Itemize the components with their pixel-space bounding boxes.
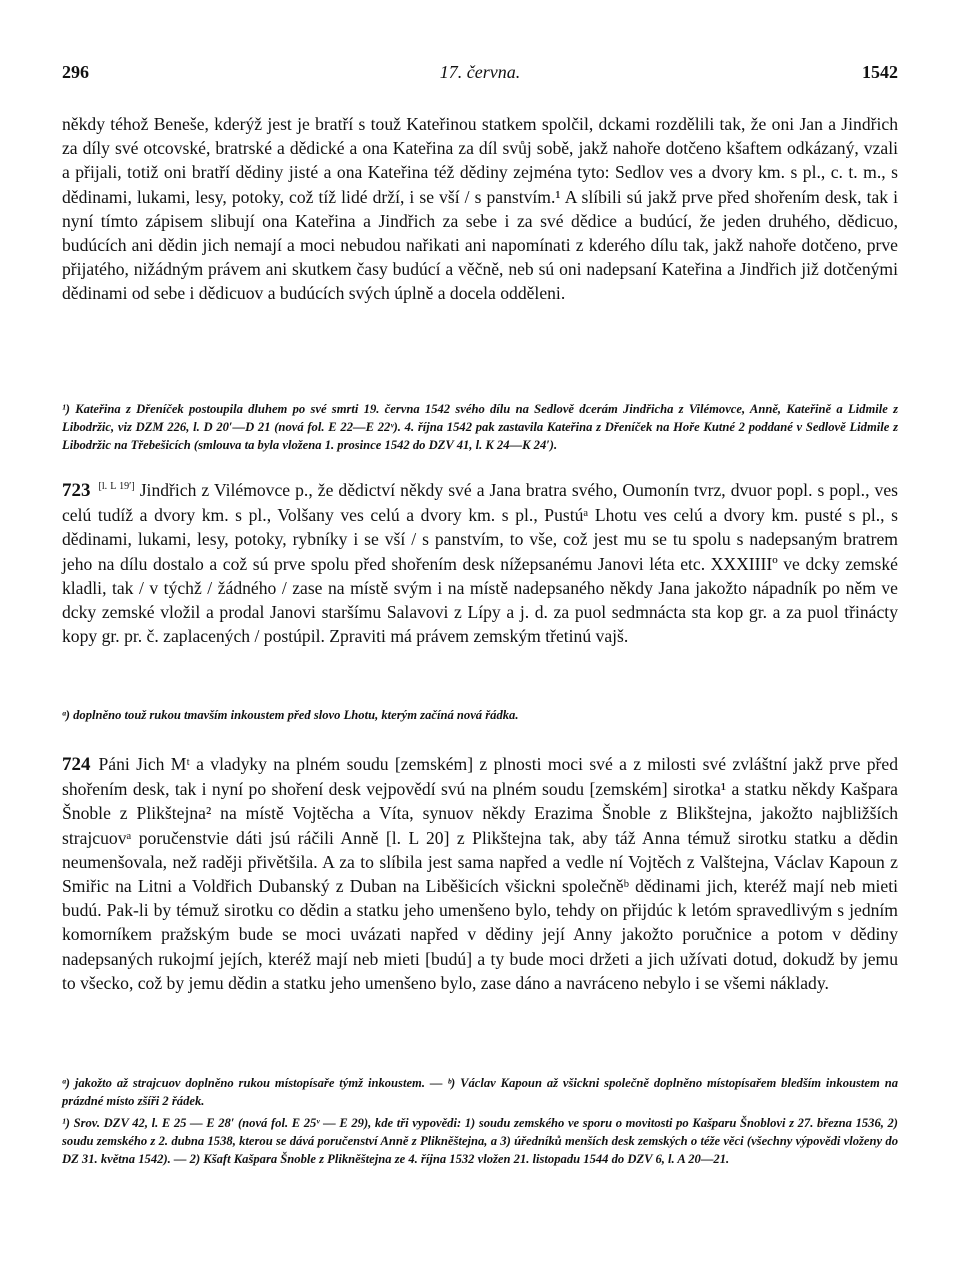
page-number: 296 [62,62,89,82]
entry-text: Páni Jich Mᵗ a vladyky na plném soudu [zemském] z plnosti moci své a z milosti své zvláštní jakž prve před shořením desk, tak i nyní po shoření desk vejpovědí svú na plném soudu [zemském] sirotka¹ a statku někdy Kašpara Šnoble z Plikštejna² na místě Vojtěcha a Víta, synuov někdy Erazima Šnoble z Blikštejna, jakožto najbližších strajcuovᵃ poručenstvie dáti jsú ráčili Anně [l. L 20] z Plikštejna tak, aby táž Anna témuž sirotku statku a dědin neumenšovala, než raději přivětšila. A za to slíbila jest sama napřed a vedle ní Vojtěch z Valštejna, Václav Kapoun z Smiřic na Litni a Voldřich Dubanský z Duban na Liběšicích všickni společněᵇ dědinami jich, kteréž mají neb mieti budú. Pak-li by témuž sirotku co dědin a statku jeho umenšeno bylo, tehdy on přijdúc k letóm spravedlivým s jedním komorníkem pražským bude se moci uvázati napřed v dědiny její Anny jakožto poručnice a potom v dědiny nadepsaných rukojmí jejích, kteréž mají neb mieti [budú] a ty bude moci držeti a jich užívati dotud, dokudž by jemu to všecko, což by jemu dědin a statku jeho umenšeno bylo, zase dáno a navráceno nebylo i se všemi náklady. [62,754,898,993]
page-header [62,62,898,88]
footnote-723-text: ᵃ) doplněno touž rukou tmavším inkoustem před slovo Lhotu, kterým začíná nová řádka. [62,708,519,722]
footnote-1-text: ¹) Kateřina z Dřeníček postoupila dluhem po své smrti 19. června 1542 svého dílu na Sedlově dcerám Jindřicha z Vilémovce, Anně, Kateřině a Lidmile z Libodržic, viz DZM 226, l. D 20′—D 21 (nová fol. E 22—E 22ᵛ). 4. října 1542 pak zastavila Kateřina z Dřeníček na Hoře Kutné 2 poddané v Sedlově Lidmile z Libodržic na Třebešicích (smlouva ta byla vložena 1. prosince 1542 do DZV 41, l. K 24—K 24′). [62,402,898,453]
footnote-724-letters-text: ᵃ) jakožto až strajcuov doplněno rukou místopísaře týmž inkoustem. — ᵇ) Václav Kapoun až všickni společně doplněno místopísařem bledším inkoustem na prázdné místo zšíři 2 řádek. [62,1076,898,1109]
intro-text: někdy téhož Beneše, kderýž jest je bratří s touž Kateřinou statkem spolčil, dckami rozdělili tak, že oni Jan a Jindřich za díly své otcovské, bratrské a dědické a ona Kateřina za díl svůj sobě, jakž nahoře dotčeno kšaftem odkázaný, vzali a přijali, totiž oni bratří dědiny jisté a ona Kateřina též dědiny zejména tyto: Sedlov ves a dvory km. s pl., c. t. m., s dědinami, lukami, lesy, potoky, což tíž lidé drží, i se vší / s panstvím.¹ A slíbili sú jakž prve před shořením desk, tak i nyní tímto zápisem slibují ona Kateřina a Jindřich za sebe i za své dědice a budúcí, že jeden druhého, dědicuo, budúcích ani dědin jich nemají a moci nebudou nařikati ani napomínati z kderého dílu tak, jakž nahoře dotčeno, prve přijatého, nižádným právem ani skutkem časy budúcí a věčně, neb sú oni nadepsaní Kateřina a Jindřich již dotčenými dědinami od sebe i dědicuov a budúcích svých úplně a docela odděleni. [62,114,898,304]
entry-text: Jindřich z Vilémovce p., že dědictví někdy své a Jana bratra svého, Oumonín tvrz, dvuor popl. s popl., ves celú tudíž a dvory km. s pl., Volšany ves celú a dvory km. s pl., Pustúᵃ Lhotu ves celú a dvory km. pusté s pl., s dědinami, lukami, lesy, potoky, rybníky i se vší / s panstvím, to vše, což jest mu se tu spolu s nadepsaným bratrem jeho na dílu dostalo a což sú prve spolu před shořením desk nížepsanému Janovi léta etc. XXXIIIIº ve dcky zemské kladli, tak / v týchž / žádného / zase na místě svým i na místě nadepsaného někdy Jana jakožto nápadník po něm ve dcky zemské vložil a prodal Janovi staršímu Salavovi z Lípy a j. d. za puol sedmnácta sta kop gr. a za puol třinácty kopy gr. pr. č. zaplacených / postúpil. Zpraviti má právem zemským třetinú vajš. [62,480,898,647]
folio-reference: [l. L 19′] [98,481,135,493]
year: 1542 [862,62,898,82]
footnote-723 [62,706,898,724]
footnote-1 [62,400,898,455]
entry-number: 724 [62,754,91,775]
footnote-724-numbers-text: ¹) Srov. DZV 42, l. E 25 — E 28′ (nová fol. E 25ᵛ — E 29), kde tři vypovědi: 1) soudu zemského ve sporu o movitosti po Kašparu Šnoblovi z 27. března 1536, 2) soudu zemského z 2. dubna 1538, kterou se dává poručenství Anně z Plikněštejna, a 3) úředníků menších desk zemských o téže věci (všechny výpovědi vloženy do DZ 31. května 1542). — 2) Kšaft Kašpara Šnoble z Plikněštejna ze 4. října 1532 vložen 21. listopadu 1544 do DZV 6, l. A 20—21. [62,1116,898,1167]
footnote-724-letters [62,1074,898,1110]
running-title: 17. června. [439,62,521,82]
entry-723 [62,478,898,648]
footnote-724-numbers [62,1114,898,1169]
entry-number: 723 [62,480,91,501]
intro-paragraph [62,112,898,306]
entry-724 [62,752,898,995]
